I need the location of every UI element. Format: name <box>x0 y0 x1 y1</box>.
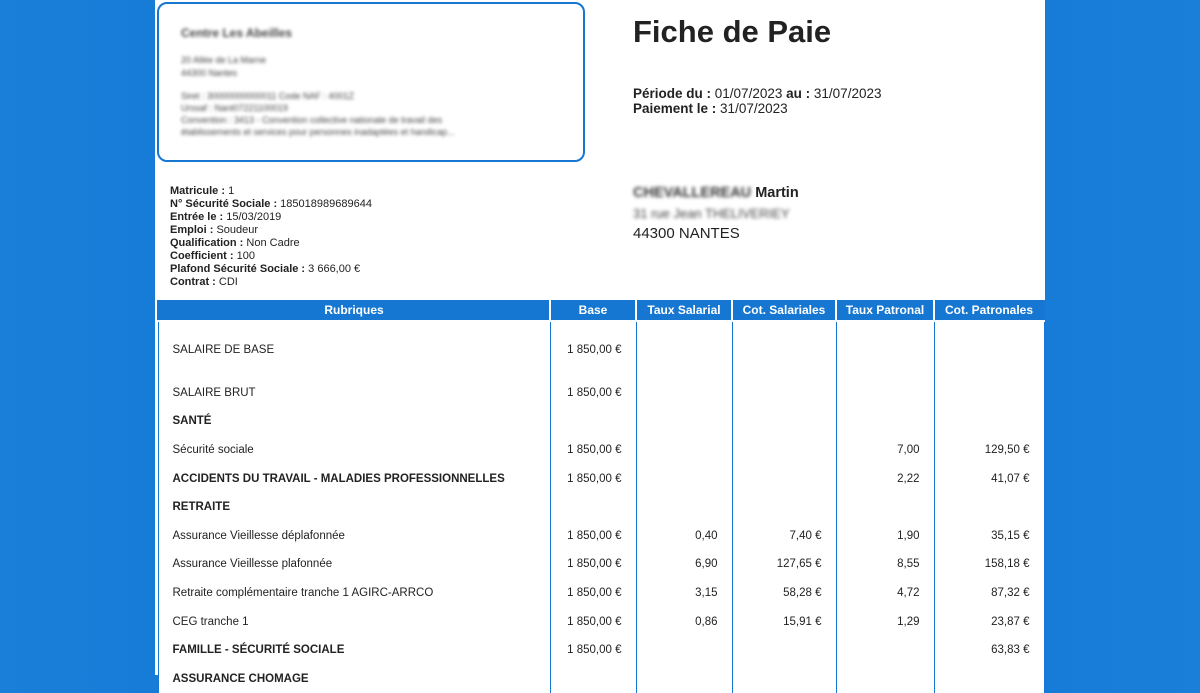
payslip-document <box>155 0 1045 685</box>
row-value <box>836 379 934 408</box>
row-value <box>636 436 732 465</box>
table-spacer-row <box>158 321 1044 336</box>
row-value: 8,55 <box>836 550 934 579</box>
row-value <box>836 636 934 665</box>
row-value: 1 850,00 € <box>550 550 636 579</box>
row-value: 23,87 € <box>934 607 1044 636</box>
table-header-row <box>158 300 1044 321</box>
row-value <box>636 407 732 436</box>
employee-info-label: Contrat : <box>170 276 216 288</box>
payment-label: Paiement le : <box>633 101 717 116</box>
row-value: 1 850,00 € <box>550 379 636 408</box>
payment-line <box>633 101 788 116</box>
period-end: 31/07/2023 <box>813 86 882 101</box>
row-value: 63,83 € <box>934 636 1044 665</box>
row-label: ASSURANCE CHOMAGE <box>158 665 550 693</box>
row-value <box>934 493 1044 522</box>
row-value: 1,90 <box>836 522 934 551</box>
employee-info-value: 1 <box>228 185 235 197</box>
row-value: 0,40 <box>636 522 732 551</box>
employee-info-label: Emploi : <box>170 224 214 236</box>
payslip-table <box>157 300 1045 693</box>
employer-name: Centre Les Abeilles <box>181 26 292 40</box>
employee-info-row <box>170 263 372 276</box>
employee-last-name: CHEVALLEREAU <box>633 185 752 201</box>
table-row <box>158 550 1044 579</box>
row-value <box>732 365 836 379</box>
row-value <box>636 379 732 408</box>
employee-first-name: Martin <box>755 185 799 201</box>
employer-siret: Siret : 30000000000011 Code NAF : 4001Z <box>181 91 354 101</box>
employee-info-value: Soudeur <box>216 224 259 236</box>
employee-city: 44300 NANTES <box>633 225 740 242</box>
row-value <box>636 636 732 665</box>
page-title: Fiche de Paie <box>633 14 832 49</box>
row-label: SANTÉ <box>158 407 550 436</box>
row-value <box>550 365 636 379</box>
employee-info-label: Coefficient : <box>170 250 234 262</box>
payment-date: 31/07/2023 <box>720 101 788 116</box>
employee-info-label: Qualification : <box>170 237 244 249</box>
row-label: Retraite complémentaire tranche 1 AGIRC-ARRCO <box>158 579 550 608</box>
employee-info-label: Plafond Sécurité Sociale : <box>170 263 306 275</box>
row-value <box>934 365 1044 379</box>
row-value <box>636 665 732 693</box>
employer-address-line1: 20 Allée de La Marne <box>181 55 267 65</box>
table-section-row <box>158 407 1044 436</box>
row-value <box>836 665 934 693</box>
employee-info-row <box>170 250 372 263</box>
row-label: Assurance Vieillesse déplafonnée <box>158 522 550 551</box>
row-value: 35,15 € <box>934 522 1044 551</box>
employer-convention-line2: établissements et services pour personnes inadaptées et handicap... <box>181 127 455 137</box>
row-value: 127,65 € <box>732 550 836 579</box>
row-value: 129,50 € <box>934 436 1044 465</box>
row-value <box>836 321 934 336</box>
row-value <box>732 436 836 465</box>
row-label: SALAIRE DE BASE <box>158 336 550 365</box>
row-label: RETRAITE <box>158 493 550 522</box>
row-value <box>636 493 732 522</box>
employer-urssaf: Urssaf : Nant07221100019 <box>181 103 288 113</box>
row-value <box>934 336 1044 365</box>
table-section-row <box>158 464 1044 493</box>
period-start: 01/07/2023 <box>714 86 783 101</box>
row-value <box>836 493 934 522</box>
row-value <box>934 407 1044 436</box>
employee-info-value: 100 <box>236 250 255 262</box>
period-to-label: au : <box>786 86 811 101</box>
row-value: 1,29 <box>836 607 934 636</box>
table-section-row <box>158 665 1044 693</box>
employee-info-label: Matricule : <box>170 185 226 197</box>
row-value: 1 850,00 € <box>550 636 636 665</box>
row-value: 1 850,00 € <box>550 336 636 365</box>
employee-info-row <box>170 237 372 250</box>
row-value <box>732 493 836 522</box>
row-value: 7,40 € <box>732 522 836 551</box>
row-value: 1 850,00 € <box>550 464 636 493</box>
column-header: Base <box>550 300 636 321</box>
period-label: Période du : <box>633 86 712 101</box>
row-value: 0,86 <box>636 607 732 636</box>
employee-info-row <box>170 224 372 237</box>
row-value <box>636 336 732 365</box>
row-value: 1 850,00 € <box>550 579 636 608</box>
table-section-row <box>158 493 1044 522</box>
row-value: 41,07 € <box>934 464 1044 493</box>
table-spacer-row <box>158 365 1044 379</box>
row-label: Assurance Vieillesse plafonnée <box>158 550 550 579</box>
table-row <box>158 379 1044 408</box>
employee-info-value: Non Cadre <box>246 237 300 249</box>
column-header: Taux Patronal <box>836 300 934 321</box>
row-value: 87,32 € <box>934 579 1044 608</box>
row-label: Sécurité sociale <box>158 436 550 465</box>
employee-info-row <box>170 211 372 224</box>
table-row <box>158 336 1044 365</box>
row-value: 2,22 <box>836 464 934 493</box>
employee-info-value: 3 666,00 € <box>308 263 361 275</box>
employee-info <box>170 185 372 289</box>
row-value: 158,18 € <box>934 550 1044 579</box>
row-label: SALAIRE BRUT <box>158 379 550 408</box>
employee-info-row <box>170 276 372 289</box>
row-value: 6,90 <box>636 550 732 579</box>
employer-convention-line1: Convention : 3413 - Convention collective nationale de travail des <box>181 115 443 125</box>
row-value <box>550 321 636 336</box>
row-value: 1 850,00 € <box>550 436 636 465</box>
row-value <box>550 665 636 693</box>
employee-info-row <box>170 198 372 211</box>
row-value <box>836 407 934 436</box>
row-value <box>836 365 934 379</box>
table-section-row <box>158 636 1044 665</box>
table-row <box>158 522 1044 551</box>
employee-info-row <box>170 185 372 198</box>
row-label: FAMILLE - SÉCURITÉ SOCIALE <box>158 636 550 665</box>
row-label: CEG tranche 1 <box>158 607 550 636</box>
table-row <box>158 436 1044 465</box>
employer-address-line2: 44300 Nantes <box>181 68 238 78</box>
table-row <box>158 579 1044 608</box>
column-header: Rubriques <box>158 300 550 321</box>
row-value <box>934 665 1044 693</box>
column-header: Taux Salarial <box>636 300 732 321</box>
row-value <box>636 365 732 379</box>
row-label <box>158 365 550 379</box>
employee-info-label: Entrée le : <box>170 211 224 223</box>
column-header: Cot. Patronales <box>934 300 1044 321</box>
period-line <box>633 86 881 101</box>
row-value <box>732 336 836 365</box>
row-value: 3,15 <box>636 579 732 608</box>
employee-name <box>633 185 799 201</box>
row-value <box>732 321 836 336</box>
employee-info-value: 15/03/2019 <box>226 211 282 223</box>
row-value: 1 850,00 € <box>550 522 636 551</box>
row-value <box>732 379 836 408</box>
row-value <box>732 665 836 693</box>
employee-info-value: 185018989689644 <box>280 198 372 210</box>
employee-info-value: CDI <box>218 276 238 288</box>
employee-info-label: N° Sécurité Sociale : <box>170 198 278 210</box>
row-label: ACCIDENTS DU TRAVAIL - MALADIES PROFESSIONNELLES <box>158 464 550 493</box>
employer-box <box>157 2 585 162</box>
row-value <box>636 321 732 336</box>
row-value: 1 850,00 € <box>550 607 636 636</box>
row-value <box>934 321 1044 336</box>
row-label <box>158 321 550 336</box>
row-value <box>636 464 732 493</box>
row-value <box>732 636 836 665</box>
row-value <box>550 493 636 522</box>
table-row <box>158 607 1044 636</box>
row-value: 15,91 € <box>732 607 836 636</box>
row-value: 4,72 <box>836 579 934 608</box>
row-value <box>550 407 636 436</box>
column-header: Cot. Salariales <box>732 300 836 321</box>
row-value: 58,28 € <box>732 579 836 608</box>
row-value <box>732 464 836 493</box>
row-value: 7,00 <box>836 436 934 465</box>
employee-street: 31 rue Jean THELIVERIEY <box>633 206 790 221</box>
row-value <box>836 336 934 365</box>
row-value <box>934 379 1044 408</box>
row-value <box>732 407 836 436</box>
